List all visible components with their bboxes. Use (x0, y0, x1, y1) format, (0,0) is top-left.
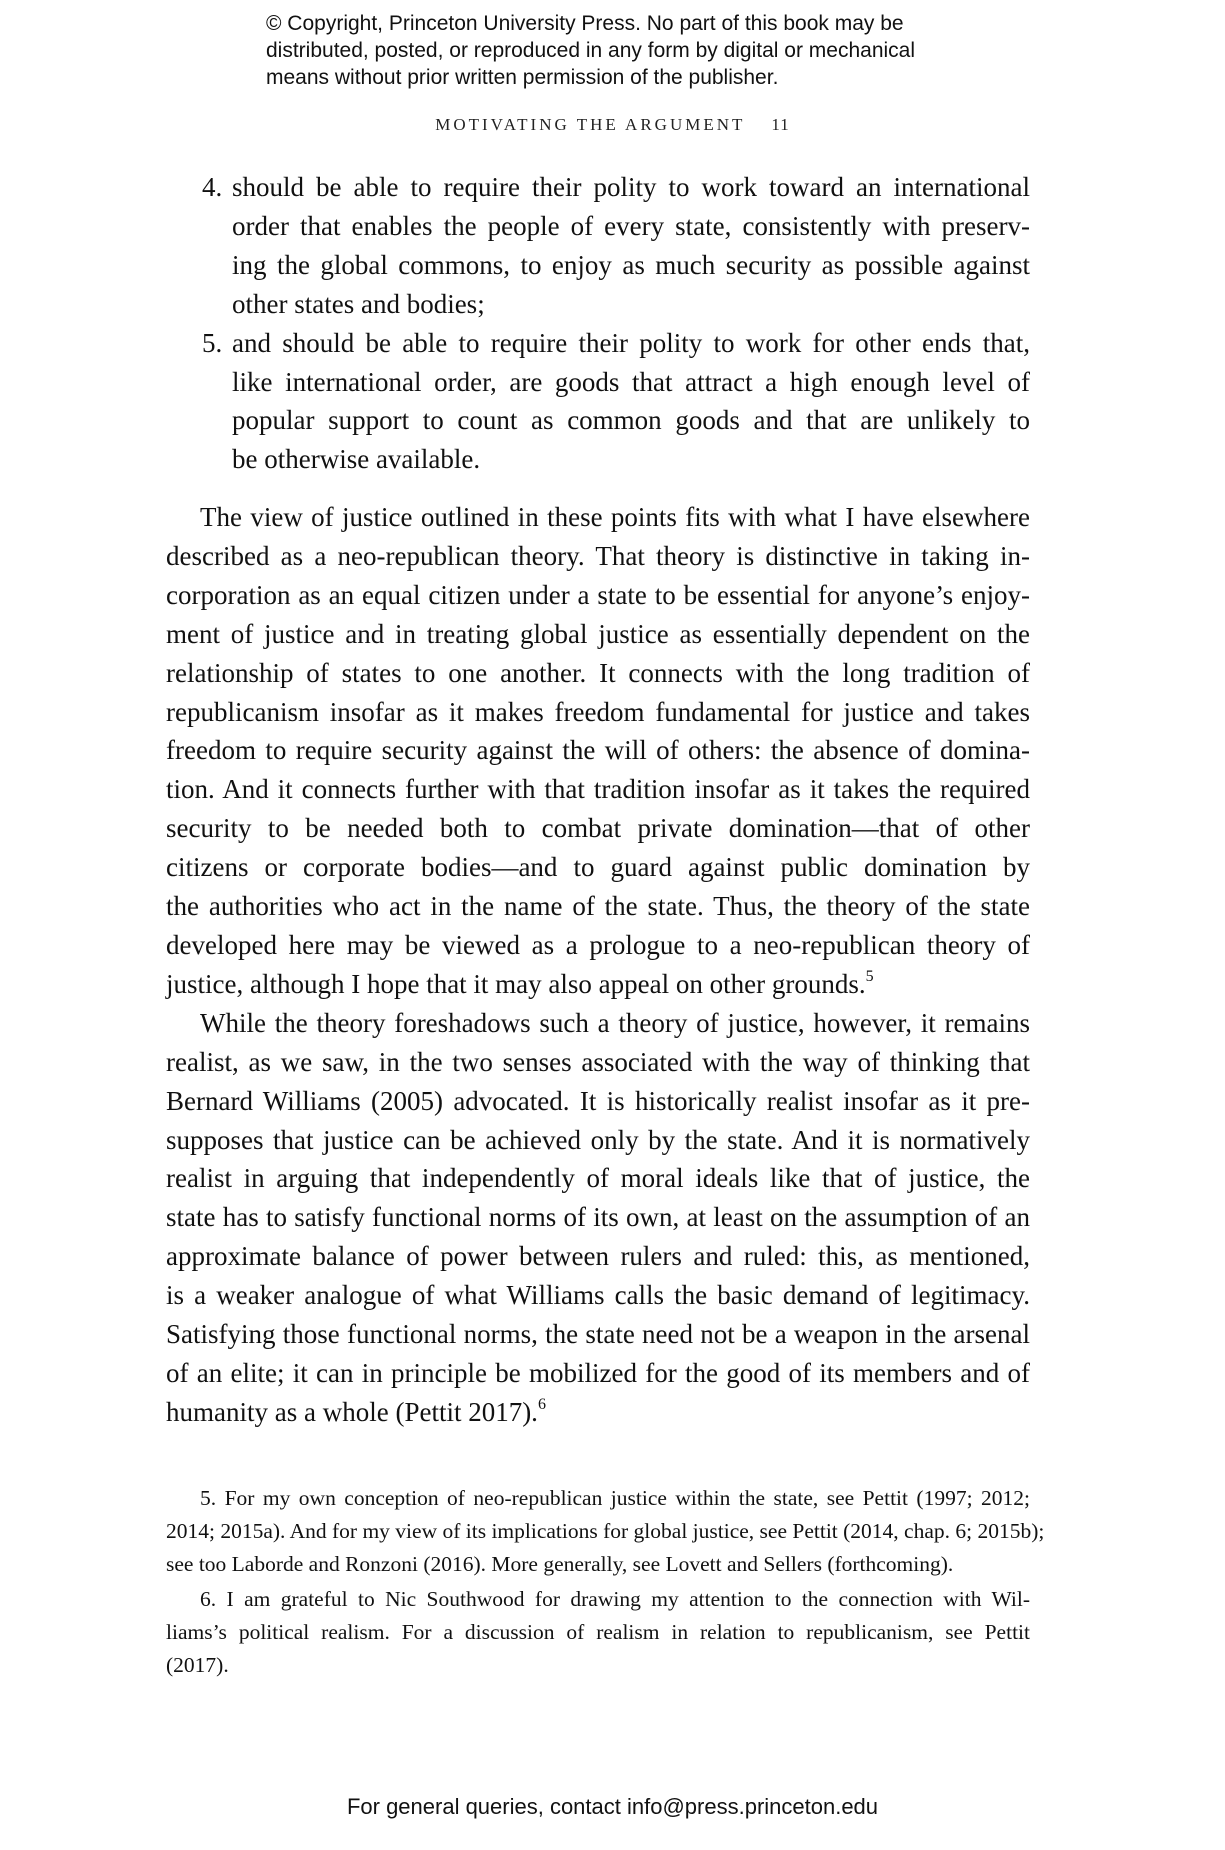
text-line-end: humanity as a whole (Pettit 2017). (166, 1396, 538, 1427)
text-line: like international order, are goods that attract a high enough level of (232, 366, 1030, 397)
copyright-line: means without prior written permission of the publisher. (266, 66, 779, 89)
paragraph-1 (166, 498, 1030, 1432)
text-line-end: justice, although I hope that it may also appeal on other grounds. (166, 968, 866, 999)
copyright-line: distributed, posted, or reproduced in any form by digital or mechanical (266, 39, 916, 62)
text-line: ing the global commons, to enjoy as much security as possible against (232, 249, 1030, 280)
text-line: popular support to count as common goods and that are unlikely to (232, 405, 1030, 436)
footer-contact: For general queries, contact info@press.princeton.edu (346, 1794, 879, 1819)
text-line: citizens or corporate bodies—and to guard against public domination by (166, 852, 1030, 883)
page-number: 11 (771, 115, 790, 134)
footnote-line: 5. For my own conception of neo-republican justice within the state, see Pettit (1997; 2012; (200, 1486, 1030, 1510)
text-line: freedom to require security against the will of others: the absence of domina- (166, 735, 1030, 766)
text-line: security to be needed both to combat private domination—that of other (166, 813, 1030, 844)
text-line: realist in arguing that independently of moral ideals like that of justice, the (166, 1163, 1030, 1194)
text-line: be otherwise available. (232, 444, 481, 475)
footnote-ref-5[interactable]: 5 (865, 967, 874, 985)
text-line: state has to satisfy functional norms of its own, at least on the assumption of an (166, 1202, 1030, 1233)
text-line: tion. And it connects further with that tradition insofar as it takes the required (166, 774, 1030, 805)
list-item-5 (166, 324, 1030, 480)
text-line (166, 1393, 1030, 1432)
running-head-title: MOTIVATING THE ARGUMENT (435, 115, 746, 134)
text-line: corporation as an equal citizen under a state to be essential for anyone’s enjoy- (166, 579, 1030, 610)
footnote-line: (2017). (166, 1653, 229, 1677)
list-number: 4. (202, 172, 223, 202)
numbered-list (166, 168, 1030, 479)
text-line: order that enables the people of every state, consistently with preserv- (232, 210, 1030, 241)
copyright-notice (266, 10, 986, 91)
text-line: supposes that justice can be achieved only by the state. And it is normatively (166, 1124, 1030, 1155)
running-head (0, 115, 1225, 135)
text-line: The view of justice outlined in these points fits with what I have elsewhere (200, 502, 1030, 532)
text-line (166, 965, 1030, 1004)
footnotes (166, 1482, 1045, 1682)
text-line: developed here may be viewed as a prologue to a neo-republican theory of (166, 929, 1030, 960)
text-line: While the theory foreshadows such a theory of justice, however, it remains (200, 1007, 1030, 1038)
text-line: is a weaker analogue of what Williams calls the basic demand of legitimacy. (166, 1280, 1030, 1311)
text-line: of an elite; it can in principle be mobilized for the good of its members and of (166, 1357, 1030, 1388)
footnote-line: see too Laborde and Ronzoni (2016). More generally, see Lovett and Sellers (forthcoming). (166, 1552, 954, 1576)
text-line: realist, as we saw, in the two senses associated with the way of thinking that (166, 1046, 1030, 1077)
text-line: other states and bodies; (232, 288, 485, 319)
text-line: and should be able to require their polity to work for other ends that, (232, 327, 1030, 358)
text-line: described as a neo-republican theory. That theory is distinctive in taking in- (166, 540, 1030, 571)
list-number: 5. (202, 327, 223, 358)
copyright-line: © Copyright, Princeton University Press. No part of this book may be (266, 12, 904, 35)
footnote-line: 2014; 2015a). And for my view of its implications for global justice, see Pettit (2014, chap. 6; 2015b); (166, 1519, 1045, 1543)
list-item-4 (166, 168, 1030, 324)
text-line: ment of justice and in treating global justice as essentially dependent on the (166, 618, 1030, 649)
text-line: should be able to require their polity to work toward an international (232, 172, 1030, 202)
text-line: approximate balance of power between rulers and ruled: this, as mentioned, (166, 1241, 1030, 1272)
text-line: republicanism insofar as it makes freedom fundamental for justice and takes (166, 696, 1030, 727)
text-line: Satisfying those functional norms, the state need not be a weapon in the arsenal (166, 1319, 1030, 1350)
text-line: Bernard Williams (2005) advocated. It is historically realist insofar as it pre- (166, 1085, 1030, 1116)
footnote-ref-6[interactable]: 6 (537, 1395, 546, 1413)
text-line: relationship of states to one another. It connects with the long tradition of (166, 657, 1030, 688)
footnote-line: liams’s political realism. For a discussion of realism in relation to republicanism, see Pettit (166, 1620, 1030, 1644)
text-line: the authorities who act in the name of the state. Thus, the theory of the state (166, 891, 1030, 922)
footnote-line: 6. I am grateful to Nic Southwood for drawing my attention to the connection with Wil- (200, 1587, 1030, 1611)
